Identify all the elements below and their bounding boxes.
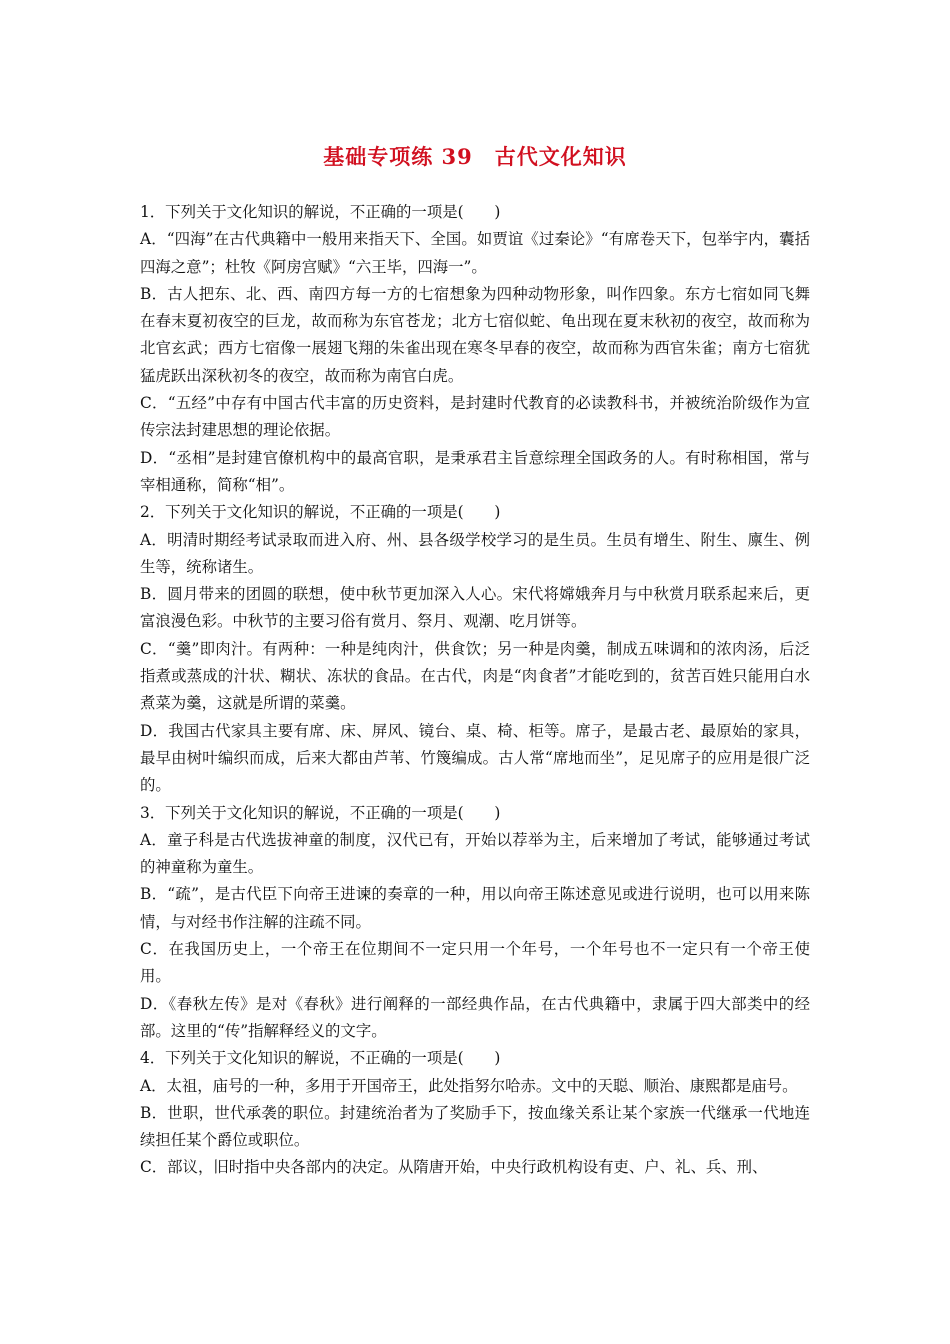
question-option: B．古人把东、北、西、南四方每一方的七宿想象为四种动物形象，叫作四象。东方七宿如同飞舞在春末夏初夜空的巨龙，故而称为东官苍龙；北方七宿似蛇、龟出现在夏末秋初的夜空，故而称为北官玄武；西方七宿像一展翅飞翔的朱雀出现在寒冬早春的夜空，故而称为西官朱雀；南方七宿犹猛虎跃出深秋初冬的夜空，故而称为南官白虎。 (140, 284, 810, 385)
page-title: 基础专项练 39 古代文化知识 (323, 144, 627, 169)
question-option: A．太祖，庙号的一种，多用于开国帝王，此处指努尔哈赤。文中的天聪、顺治、康熙都是庙号。 (140, 1076, 798, 1095)
question-option: C．部议，旧时指中央各部内的决定。从隋唐开始，中央行政机构设有吏、户、礼、兵、刑、 (140, 1158, 768, 1177)
document-body (140, 199, 810, 1182)
question-option: A．“四海”在古代典籍中一般用来指天下、全国。如贾谊《过秦论》“有席卷天下，包举宇内，囊括四海之意”；杜牧《阿房宫赋》“六王毕，四海一”。 (140, 230, 810, 276)
question-option: B．世职，世代承袭的职位。封建统治者为了奖励手下，按血缘关系让某个家族一代继承一代地连续担任某个爵位或职位。 (140, 1103, 810, 1150)
question-stem: 2．下列关于文化知识的解说，不正确的一项是( ) (140, 503, 501, 522)
question-option: C．“羹”即肉汁。有两种：一种是纯肉汁，供食饮；另一种是肉羹，制成五味调和的浓肉汤，后泛指煮或蒸成的汁状、糊状、冻状的食品。在古代，肉是“肉食者”才能吃到的，贫苦百姓只能用白水煮菜为羹，这就是所谓的菜羹。 (140, 639, 810, 713)
question-option: A．明清时期经考试录取而进入府、州、县各级学校学习的是生员。生员有增生、附生、廪生、例生等，统称诸生。 (140, 530, 810, 576)
question-option: B．圆月带来的团圆的联想，使中秋节更加深入人心。宋代将嫦娥奔月与中秋赏月联系起来后，更富浪漫色彩。中秋节的主要习俗有赏月、祭月、观潮、吃月饼等。 (140, 585, 810, 631)
question-option: A．童子科是古代选拔神童的制度，汉代已有，开始以荐举为主，后来增加了考试，能够通过考试的神童称为童生。 (140, 830, 810, 877)
question-option: D．《春秋左传》是对《春秋》进行阐释的一部经典作品，在古代典籍中，隶属于四大部类中的经部。这里的“传”指解释经义的文字。 (140, 994, 810, 1040)
question-option: B．“疏”，是古代臣下向帝王进谏的奏章的一种，用以向帝王陈述意见或进行说明，也可以用来陈情，与对经书作注解的注疏不同。 (140, 885, 810, 931)
question-option: D．“丞相”是封建官僚机构中的最高官职，是秉承君主旨意综理全国政务的人。有时称相国，常与宰相通称，简称“相”。 (140, 448, 810, 494)
question-stem: 3．下列关于文化知识的解说，不正确的一项是( ) (140, 803, 501, 822)
question-option: C．在我国历史上，一个帝王在位期间不一定只用一个年号，一个年号也不一定只有一个帝王使用。 (140, 940, 810, 986)
question-stem: 4．下列关于文化知识的解说，不正确的一项是( ) (140, 1049, 501, 1068)
question-stem: 1．下列关于文化知识的解说，不正确的一项是( ) (140, 203, 501, 221)
question-option: C．“五经”中存有中国古代丰富的历史资料，是封建时代教育的必读教科书，并被统治阶级作为宣传宗法封建思想的理论依据。 (140, 394, 810, 440)
question-option: D．我国古代家具主要有席、床、屏风、镜台、桌、椅、柜等。席子，是最古老、最原始的家具，最早由树叶编织而成，后来大都由芦苇、竹篾编成。古人常“席地而坐”，足见席子的应用是很广泛的。 (140, 721, 810, 795)
